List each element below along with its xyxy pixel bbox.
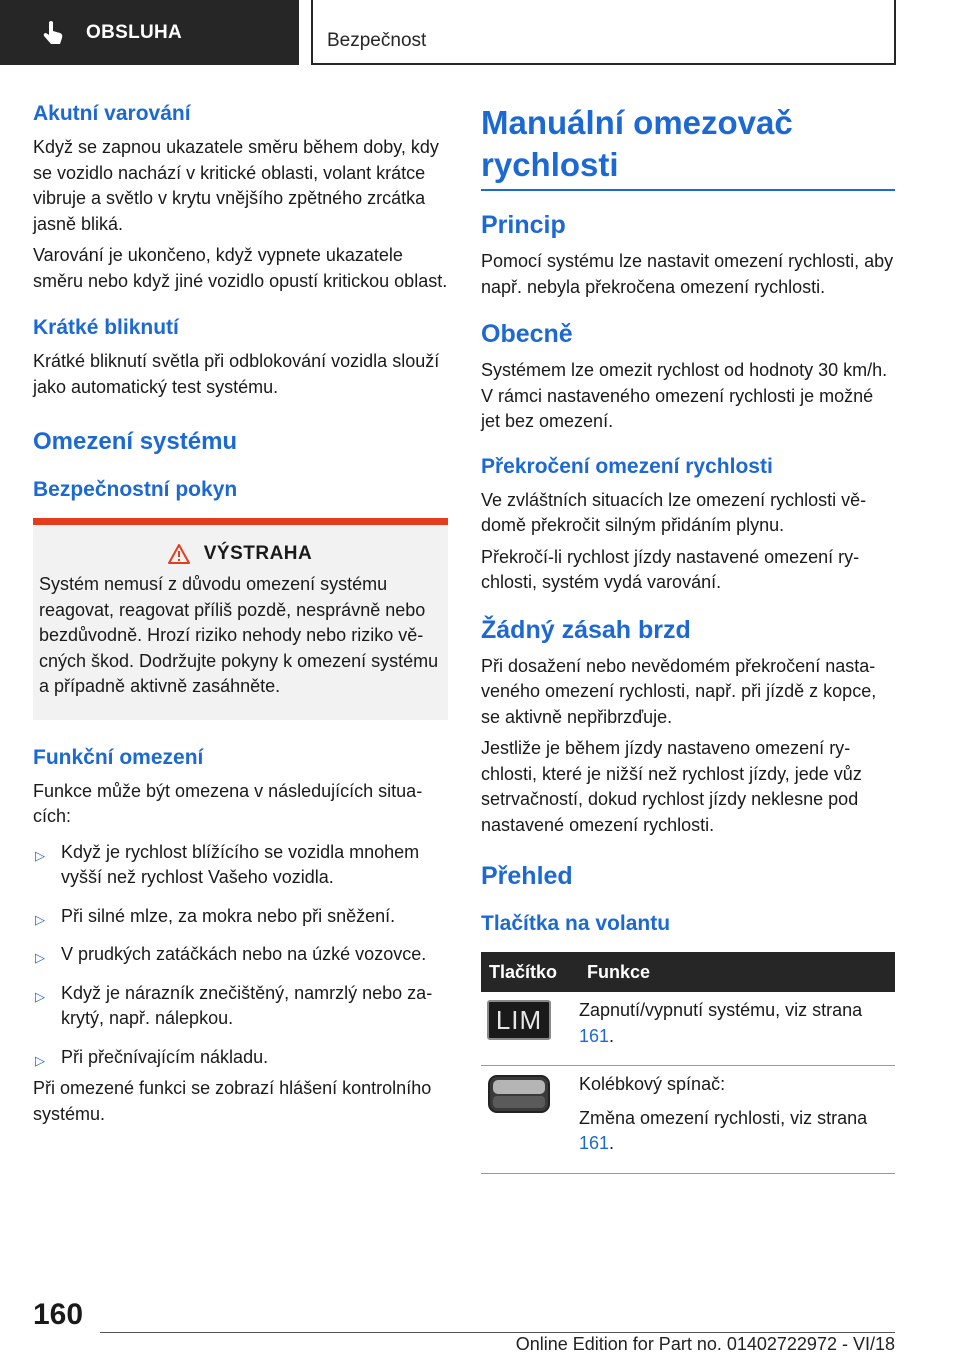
list-item: ▷ Při přečnívajícím nákladu. — [33, 1045, 448, 1071]
list-item: ▷ Když je rychlost blížícího se vozidla mnohem vyšší než rychlost Vašeho vozidla. — [35, 841, 420, 887]
paragraph: Systémem lze omezit rychlost od hodnoty 30 km/h. V rámci nastaveného omezení rychlosti je možné jet bez omezení. — [481, 360, 888, 431]
paragraph: Jestliže je během jízdy nastaveno omezení rychlosti, které je nižší než rychlost jízdy, jede vůz setrvačností, dokud rychlost jízdy neklesne pod nastavené omezení rychlosti. — [481, 738, 862, 835]
bullet-triangle-icon: ▷ — [35, 950, 45, 965]
list-item: ▷ Při silné mlze, za mokra nebo při sněžení. — [33, 904, 448, 930]
warning-triangle-icon — [168, 544, 190, 564]
table-header-function: Funkce — [571, 952, 895, 992]
left-column — [33, 100, 448, 1133]
table-row — [481, 992, 895, 1066]
heading-funkcni-omezeni: Funkční omezení — [33, 745, 204, 769]
chapter-title: Bezpečnost — [327, 30, 427, 51]
right-column — [481, 102, 895, 1174]
heading-kratke-bliknuti: Krátké bliknutí — [33, 316, 179, 339]
table-cell-text: Zapnutí/vypnutí systému, viz strana 161. — [579, 1000, 863, 1046]
paragraph: Krátké bliknutí světla při odblokování vozidla slouží jako automatický test systému. — [33, 351, 440, 397]
paragraph: Pomocí systému lze nastavit omezení rychlosti, aby např. nebyla překročena omezení rychlosti. — [481, 251, 894, 297]
bullet-triangle-icon: ▷ — [35, 847, 45, 863]
heading-tlacitka: Tlačítka na volantu — [481, 912, 671, 935]
footer-edition: Online Edition for Part no. 01402722972 - VI/18 — [515, 1334, 895, 1354]
heading-prehled: Přehled — [481, 862, 573, 890]
warning-text: Systém nemusí z důvodu omezení systému reagovat, reagovat příliš pozdě, nesprávně nebo bezdůvodně. Hrozí riziko nehody nebo riziko věcných škod. Dodržujte pokyny k omezení systému a případně aktivně zasáhněte. — [39, 574, 439, 696]
bullet-list — [33, 840, 448, 1071]
heading-rule — [481, 189, 895, 191]
paragraph: Varování je ukončeno, když vypnete ukazatele směru nebo když jiné vozidlo opustí kritickou oblast. — [33, 245, 448, 291]
paragraph: Funkce může být omezena v následujících situacích: — [33, 780, 423, 826]
section-tab — [0, 0, 299, 65]
warning-title: VÝSTRAHA — [203, 543, 313, 564]
footer-rule — [100, 1332, 895, 1333]
paragraph: Při omezené funkci se zobrazí hlášení kontrolního systému. — [33, 1078, 432, 1124]
bullet-triangle-icon: ▷ — [35, 911, 45, 927]
bullet-triangle-icon: ▷ — [35, 988, 45, 1004]
warning-box — [33, 518, 448, 720]
paragraph: Překročí-li rychlost jízdy nastavené omezení rychlosti, systém vydá varování. — [481, 546, 860, 592]
heading-akutni-varovani: Akutní varování — [33, 102, 191, 125]
table-cell-text: Změna omezení rychlosti, viz strana 161. — [579, 1107, 868, 1153]
lim-button-icon: LIM — [487, 1000, 551, 1040]
rocker-switch-icon — [487, 1074, 551, 1114]
heading-zadny-zasah: Žádný zásah brzd — [481, 615, 691, 644]
page-number: 160 — [33, 1298, 84, 1331]
chapter-heading: Manuální omezovač rychlosti — [481, 104, 793, 183]
table-header-button: Tlačítko — [481, 952, 571, 992]
heading-bezpecnostni-pokyn: Bezpečnostní pokyn — [33, 478, 238, 501]
table-cell-text: Kolébkový spínač: — [579, 1074, 726, 1094]
heading-princip: Princip — [481, 211, 566, 239]
bullet-triangle-icon: ▷ — [35, 1052, 45, 1068]
paragraph: Když se zapnou ukazatele směru během doby, kdy se vozidlo nachází v kritické oblasti, volant krátce vibruje a světlo v krytu vnějšího zpětného zrcátka jasně bliká. — [33, 137, 439, 234]
paragraph: Ve zvláštních situacích lze omezení rychlosti vědomě překročit silným přidáním plynu. — [481, 489, 867, 535]
heading-omezeni-systemu: Omezení systému — [33, 428, 238, 455]
heading-obecne: Obecně — [481, 320, 573, 348]
page-link[interactable]: 161 — [579, 1133, 610, 1153]
hand-pointer-icon — [42, 20, 64, 46]
buttons-table — [481, 952, 895, 1174]
list-item: ▷ V prudkých zatáčkách nebo na úzké vozovce. — [33, 942, 448, 968]
heading-prekroceni: Překročení omezení rychlosti — [481, 454, 773, 478]
paragraph: Při dosažení nebo nevědomém překročení nastaveného omezení rychlosti, např. při jízdě z kopce, se aktivně nepřibrzďuje. — [481, 655, 877, 727]
chapter-tab — [311, 0, 896, 65]
page-link[interactable]: 161 — [579, 1025, 610, 1046]
list-item: ▷ Když je nárazník znečištěný, namrzlý nebo zakrytý, např. nálepkou. — [35, 982, 433, 1028]
section-title: OBSLUHA — [86, 21, 183, 43]
table-row — [481, 1066, 895, 1174]
